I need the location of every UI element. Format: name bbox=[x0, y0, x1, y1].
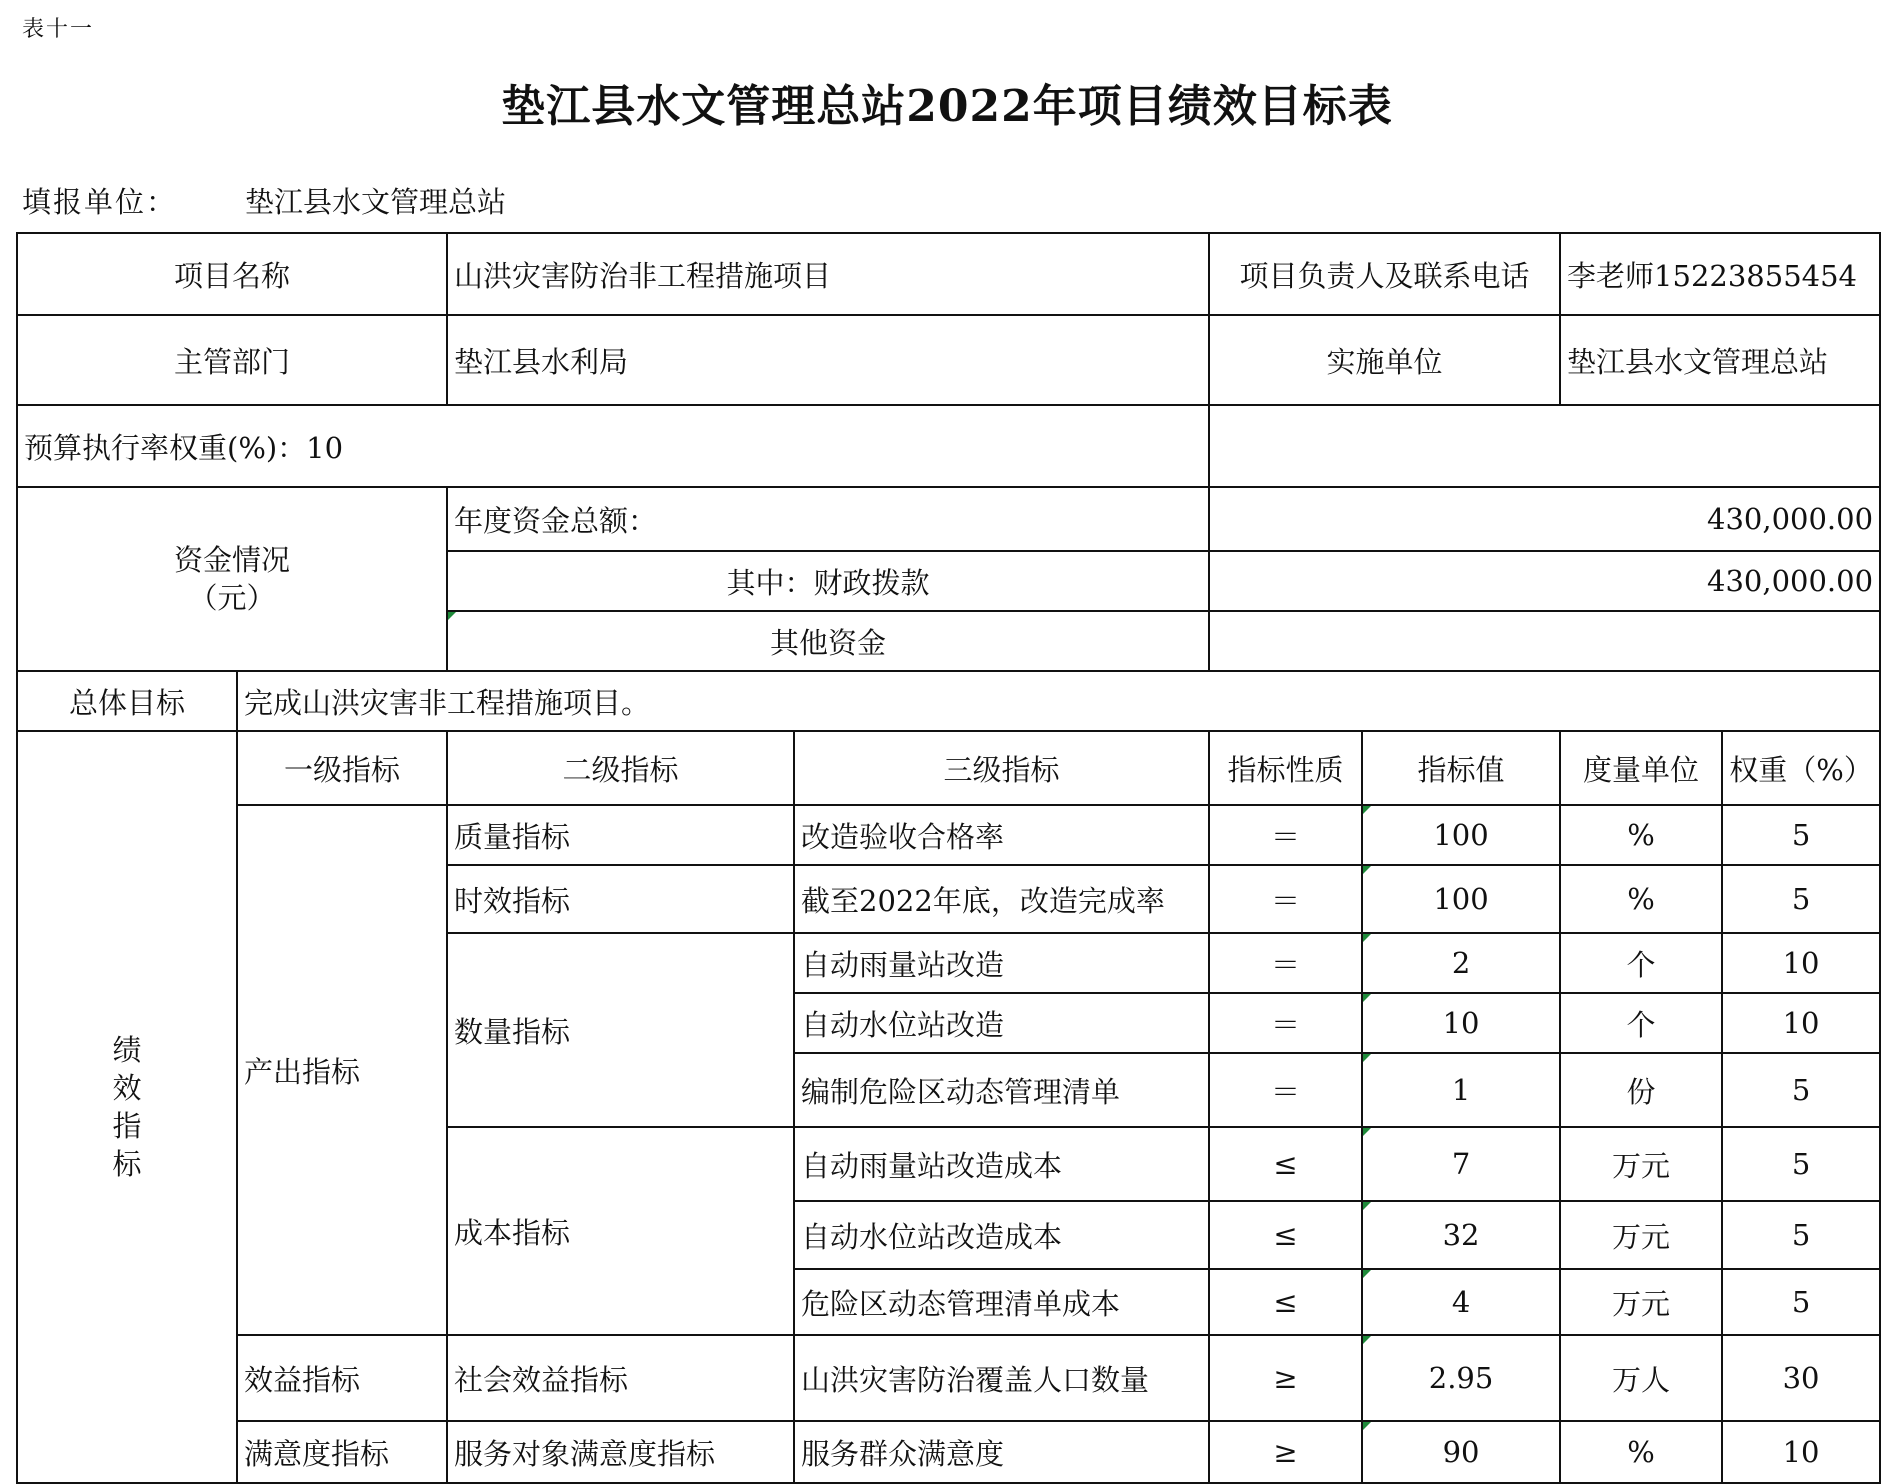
level3-name: 自动雨量站改造 bbox=[794, 933, 1209, 993]
header-nature: 指标性质 bbox=[1209, 731, 1362, 805]
level2-service-satisfaction: 服务对象满意度指标 bbox=[447, 1421, 794, 1483]
indicator-weight: 30 bbox=[1722, 1335, 1880, 1421]
indicators-section-label bbox=[17, 731, 237, 1483]
level1-satisfaction: 满意度指标 bbox=[237, 1421, 447, 1483]
funds-label bbox=[17, 487, 447, 671]
indicator-value: 2.95 bbox=[1362, 1335, 1560, 1421]
level3-name: 自动水位站改造成本 bbox=[794, 1201, 1209, 1269]
funds-label-line1: 资金情况 bbox=[174, 543, 291, 577]
header-level2: 二级指标 bbox=[447, 731, 794, 805]
level2-cost: 成本指标 bbox=[447, 1127, 794, 1335]
contact-value: 李老师15223855454 bbox=[1560, 233, 1880, 315]
level2-social-benefit: 社会效益指标 bbox=[447, 1335, 794, 1421]
indicator-weight: 5 bbox=[1722, 1127, 1880, 1201]
indicator-unit: 万元 bbox=[1560, 1201, 1722, 1269]
indicator-unit: 万元 bbox=[1560, 1269, 1722, 1335]
indicator-unit: % bbox=[1560, 1421, 1722, 1483]
table-row bbox=[17, 805, 1880, 865]
header-weight: 权重（%） bbox=[1722, 731, 1880, 805]
performance-table bbox=[16, 232, 1881, 1484]
indicator-weight: 5 bbox=[1722, 1201, 1880, 1269]
header-level3: 三级指标 bbox=[794, 731, 1209, 805]
budget-weight-blank bbox=[1209, 405, 1880, 487]
indicator-weight: 10 bbox=[1722, 933, 1880, 993]
indicator-unit: 万人 bbox=[1560, 1335, 1722, 1421]
level3-name: 自动雨量站改造成本 bbox=[794, 1127, 1209, 1201]
dept-value: 垫江县水利局 bbox=[447, 315, 1209, 405]
indicator-weight: 5 bbox=[1722, 1269, 1880, 1335]
level3-name: 编制危险区动态管理清单 bbox=[794, 1053, 1209, 1127]
indicator-weight: 5 bbox=[1722, 1053, 1880, 1127]
dept-label: 主管部门 bbox=[17, 315, 447, 405]
funds-other-value bbox=[1209, 611, 1880, 671]
indicator-weight: 10 bbox=[1722, 1421, 1880, 1483]
indicator-unit: % bbox=[1560, 805, 1722, 865]
level2-quantity: 数量指标 bbox=[447, 933, 794, 1127]
indicator-value: 10 bbox=[1362, 993, 1560, 1053]
level3-name: 服务群众满意度 bbox=[794, 1421, 1209, 1483]
indicator-op: ＝ bbox=[1209, 805, 1362, 865]
budget-weight: 预算执行率权重(%)：10 bbox=[17, 405, 1209, 487]
goal-label: 总体目标 bbox=[17, 671, 237, 731]
indicator-value: 100 bbox=[1362, 805, 1560, 865]
level2-quality: 质量指标 bbox=[447, 805, 794, 865]
impl-value: 垫江县水文管理总站 bbox=[1560, 315, 1880, 405]
indicator-op: ≥ bbox=[1209, 1421, 1362, 1483]
indicator-value: 1 bbox=[1362, 1053, 1560, 1127]
table-row bbox=[17, 1335, 1880, 1421]
indicator-unit: % bbox=[1560, 865, 1722, 933]
header-unit: 度量单位 bbox=[1560, 731, 1722, 805]
header-value: 指标值 bbox=[1362, 731, 1560, 805]
indicator-op: ≥ bbox=[1209, 1335, 1362, 1421]
funds-fiscal-label: 其中：财政拨款 bbox=[447, 551, 1209, 611]
indicator-unit: 个 bbox=[1560, 993, 1722, 1053]
funds-total-value: 430,000.00 bbox=[1209, 487, 1880, 551]
page-title: 垫江县水文管理总站2022年项目绩效目标表 bbox=[501, 81, 1393, 132]
indicator-unit: 万元 bbox=[1560, 1127, 1722, 1201]
goal-text: 完成山洪灾害非工程措施项目。 bbox=[237, 671, 1880, 731]
indicator-value: 7 bbox=[1362, 1127, 1560, 1201]
indicator-unit: 个 bbox=[1560, 933, 1722, 993]
indicator-op: ≤ bbox=[1209, 1127, 1362, 1201]
level3-name: 改造验收合格率 bbox=[794, 805, 1209, 865]
level1-output: 产出指标 bbox=[237, 805, 447, 1335]
project-name-value: 山洪灾害防治非工程措施项目 bbox=[447, 233, 1209, 315]
indicator-value: 32 bbox=[1362, 1201, 1560, 1269]
level3-name: 山洪灾害防治覆盖人口数量 bbox=[794, 1335, 1209, 1421]
level3-name: 截至2022年底，改造完成率 bbox=[794, 865, 1209, 933]
indicator-weight: 5 bbox=[1722, 865, 1880, 933]
level3-name: 自动水位站改造 bbox=[794, 993, 1209, 1053]
funds-label-line2: （元） bbox=[188, 581, 276, 615]
level1-benefit: 效益指标 bbox=[237, 1335, 447, 1421]
impl-label: 实施单位 bbox=[1209, 315, 1560, 405]
funds-fiscal-value: 430,000.00 bbox=[1209, 551, 1880, 611]
indicator-op: ≤ bbox=[1209, 1201, 1362, 1269]
indicator-weight: 5 bbox=[1722, 805, 1880, 865]
indicator-value: 100 bbox=[1362, 865, 1560, 933]
indicator-op: ≤ bbox=[1209, 1269, 1362, 1335]
indicators-section-text: 绩效指标 bbox=[112, 1033, 142, 1181]
funds-other-label: 其他资金 bbox=[447, 611, 1209, 671]
level3-name: 危险区动态管理清单成本 bbox=[794, 1269, 1209, 1335]
indicator-op: ＝ bbox=[1209, 933, 1362, 993]
indicator-weight: 10 bbox=[1722, 993, 1880, 1053]
indicator-value: 4 bbox=[1362, 1269, 1560, 1335]
indicator-value: 2 bbox=[1362, 933, 1560, 993]
table-row bbox=[17, 1421, 1880, 1483]
indicator-unit: 份 bbox=[1560, 1053, 1722, 1127]
page-label: 表十一 bbox=[22, 17, 95, 42]
indicator-op: ＝ bbox=[1209, 993, 1362, 1053]
filer-label: 填报单位： bbox=[22, 185, 178, 219]
indicator-value: 90 bbox=[1362, 1421, 1560, 1483]
contact-label: 项目负责人及联系电话 bbox=[1209, 233, 1560, 315]
level2-timeliness: 时效指标 bbox=[447, 865, 794, 933]
indicator-op: ＝ bbox=[1209, 865, 1362, 933]
header-level1: 一级指标 bbox=[237, 731, 447, 805]
project-name-label: 项目名称 bbox=[17, 233, 447, 315]
indicator-op: ＝ bbox=[1209, 1053, 1362, 1127]
filer-value: 垫江县水文管理总站 bbox=[245, 185, 507, 219]
funds-total-label: 年度资金总额： bbox=[447, 487, 1209, 551]
